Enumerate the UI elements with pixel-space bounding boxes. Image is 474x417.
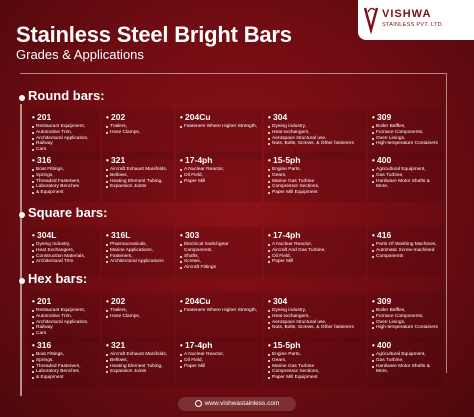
logo-tagline: STAINLESS PVT. LTD.: [382, 22, 444, 28]
section-label-text: Hex bars:: [28, 271, 88, 286]
application-list: [106, 124, 170, 136]
application-item: Dyeing industry,: [268, 124, 362, 130]
grade-name: • 316: [32, 340, 96, 351]
grade-name: • 204Cu: [180, 112, 258, 123]
frame-left-line: [20, 104, 22, 396]
grade-card: [368, 293, 444, 343]
application-item: Dyeing industry,: [268, 308, 362, 314]
application-item: Gears,: [268, 358, 362, 364]
application-item: Hose Clamps,: [106, 314, 170, 320]
application-list: [372, 242, 440, 259]
application-item: Aircraft Exhaust Manifolds,: [106, 352, 170, 358]
application-item: A Nuclear Reactor,: [180, 167, 258, 173]
application-list: [268, 167, 362, 196]
application-item: Heat Exchangers,: [32, 248, 96, 254]
bullet-icon: [19, 95, 25, 101]
application-item: Gas Turbine,: [372, 358, 440, 364]
grade-name: • 304L: [32, 230, 96, 241]
application-item: & Equipment: [32, 190, 96, 196]
application-item: Heat exchangers,: [268, 314, 362, 320]
application-item: Paper Mill: [180, 179, 258, 185]
application-item: Screws,: [180, 259, 258, 265]
grade-name: • 321: [106, 340, 170, 351]
application-list: [268, 242, 362, 265]
application-item: High-temperature Containers: [372, 141, 440, 147]
section-label: [10, 205, 111, 220]
application-list: [106, 308, 170, 320]
application-item: Restaurant Equipment,: [32, 124, 96, 130]
application-item: Gears,: [268, 173, 362, 179]
application-item: Paper Mill Equipment: [268, 190, 362, 196]
grade-name: • 202: [106, 296, 170, 307]
application-list: [180, 308, 258, 314]
application-item: Laboratory Benches: [32, 369, 96, 375]
application-item: Heating Element Tubing,: [106, 179, 170, 185]
application-item: Trailers,: [106, 124, 170, 130]
application-list: [32, 124, 96, 153]
grade-card: [264, 293, 366, 343]
application-item: Fasteners Where Higher Strength,: [180, 124, 258, 130]
application-item: A Nuclear Reactor,: [268, 242, 362, 248]
grade-name: • 400: [372, 340, 440, 351]
application-item: Automotive Trim,: [32, 314, 96, 320]
application-item: Components: [372, 254, 440, 260]
grade-card: [102, 293, 174, 343]
application-item: Aircraft And Gas Turbine,: [268, 248, 362, 254]
page-title: Stainless Steel Bright Bars: [16, 22, 292, 47]
application-item: Paper Mill: [180, 364, 258, 370]
application-item: Shafts,: [180, 254, 258, 260]
grade-card: [368, 152, 444, 202]
application-item: Threaded Fasteners,: [32, 179, 96, 185]
grade-card: [264, 227, 366, 277]
grade-name: • 15-5ph: [268, 340, 362, 351]
application-item: Hose Clamps,: [106, 130, 170, 136]
application-item: Furnace Components,: [372, 314, 440, 320]
grade-name: • 316L: [106, 230, 170, 241]
grade-card: [176, 293, 262, 343]
application-item: Trailers,: [106, 308, 170, 314]
application-list: [180, 242, 258, 271]
application-item: Marine Gas Turbine: [268, 364, 362, 370]
application-item: Agricultural Equipment,: [372, 352, 440, 358]
application-list: [268, 352, 362, 381]
application-list: [106, 167, 170, 190]
website-url: www.vishwastainless.com: [204, 400, 280, 407]
brand-logo: [358, 0, 474, 40]
grade-name: • 304: [268, 112, 362, 123]
application-item: Paper Mill: [268, 259, 362, 265]
application-item: Paper Mill Equipment: [268, 375, 362, 381]
application-item: Furnace Components,: [372, 130, 440, 136]
grade-card: [102, 337, 174, 387]
grade-name: • 17-4ph: [268, 230, 362, 241]
application-list: [32, 308, 96, 337]
grade-card: [264, 337, 366, 387]
application-item: Construction Materials,: [32, 254, 96, 260]
application-list: [268, 308, 362, 331]
application-item: Compressor Sections,: [268, 184, 362, 190]
application-item: Railway: [32, 325, 96, 331]
grade-name: • 17-4ph: [180, 155, 258, 166]
application-list: [372, 308, 440, 331]
grade-card: [28, 293, 100, 343]
application-item: Oil Field,: [180, 358, 258, 364]
application-item: Hardware Motor Shafts & More,: [372, 179, 440, 191]
application-item: Oil Field,: [268, 254, 362, 260]
application-item: Architectural Application,: [32, 136, 96, 142]
application-item: Fasteners,: [106, 254, 170, 260]
application-item: Aerospace structural use,: [268, 136, 362, 142]
grade-name: • 416: [372, 230, 440, 241]
application-item: Engine Parts,: [268, 167, 362, 173]
application-item: Heat exchangers,: [268, 130, 362, 136]
grade-name: • 201: [32, 296, 96, 307]
application-item: Nuts, Bolts, Screws, & Other fasteners: [268, 141, 362, 147]
grade-name: • 309: [372, 296, 440, 307]
application-list: [180, 124, 258, 130]
application-list: [32, 242, 96, 265]
application-item: Architectural Application,: [32, 320, 96, 326]
frame-right-line: [446, 73, 447, 373]
application-item: Springs,: [32, 358, 96, 364]
grade-name: • 202: [106, 112, 170, 123]
application-item: Dyeing Industry,: [32, 242, 96, 248]
application-item: Aerospace structural use,: [268, 320, 362, 326]
section-label: [10, 88, 109, 103]
grade-name: • 304: [268, 296, 362, 307]
application-item: Electrical Switchgear Components,: [180, 242, 258, 254]
page-subtitle: Grades & Applications: [16, 47, 144, 62]
grade-card: [102, 152, 174, 202]
application-item: Boiler Baffles,: [372, 308, 440, 314]
section-label: [10, 271, 91, 286]
grade-name: • 201: [32, 112, 96, 123]
application-list: [372, 352, 440, 375]
grade-name: • 400: [372, 155, 440, 166]
application-item: Agricultural Equipment,: [372, 167, 440, 173]
application-item: High-temperature Containers: [372, 325, 440, 331]
application-item: Automotive Trim,: [32, 130, 96, 136]
grade-card: [264, 152, 366, 202]
grade-card: [28, 152, 100, 202]
application-list: [180, 352, 258, 369]
application-item: Threaded Fasteners,: [32, 364, 96, 370]
application-item: Architectural Applications: [106, 259, 170, 265]
grade-card: [176, 152, 262, 202]
application-item: Automatic Screw-machined: [372, 248, 440, 254]
application-item: Compressor Sections,: [268, 369, 362, 375]
grade-name: • 316: [32, 155, 96, 166]
grade-name: • 204Cu: [180, 296, 258, 307]
frame-top-line: [20, 73, 446, 74]
application-item: Marine Gas Turbine: [268, 179, 362, 185]
globe-icon: [195, 400, 202, 407]
application-item: Aircraft Exhaust Manifolds,: [106, 167, 170, 173]
application-item: Oven Linings,: [372, 136, 440, 142]
grade-card: [102, 227, 174, 277]
application-item: Restaurant Equipment,: [32, 308, 96, 314]
grade-name: • 309: [372, 112, 440, 123]
application-item: & Equipment: [32, 375, 96, 381]
application-item: Architectural Trim: [32, 259, 96, 265]
application-list: [32, 352, 96, 381]
application-item: Fasteners Where Higher Strength,: [180, 308, 258, 314]
grade-card: [28, 227, 100, 277]
application-item: Laboratory Benches: [32, 184, 96, 190]
application-item: Railway: [32, 141, 96, 147]
logo-name: VISHWA: [382, 8, 432, 20]
application-item: Oven Linings,: [372, 320, 440, 326]
application-item: Gas Turbine,: [372, 173, 440, 179]
grade-card: [368, 337, 444, 387]
grade-card: [176, 337, 262, 387]
bullet-icon: [19, 278, 25, 284]
application-list: [106, 352, 170, 375]
application-item: Cars: [32, 331, 96, 337]
application-list: [372, 124, 440, 147]
application-item: Bellows,: [106, 358, 170, 364]
application-item: Springs,: [32, 173, 96, 179]
logo-mark-icon: [364, 4, 378, 34]
grade-card: [28, 337, 100, 387]
application-item: Pharmaceuticals,: [106, 242, 170, 248]
application-item: Hardware Motor Shafts & More,: [372, 364, 440, 376]
grade-name: • 321: [106, 155, 170, 166]
application-item: A Nuclear Reactor,: [180, 352, 258, 358]
grade-card: [176, 227, 262, 277]
grade-name: • 303: [180, 230, 258, 241]
application-list: [268, 124, 362, 147]
section-label-text: Square bars:: [28, 205, 108, 220]
application-item: Oil Field,: [180, 173, 258, 179]
application-list: [180, 167, 258, 184]
application-item: Parts Of Washing Machines,: [372, 242, 440, 248]
application-list: [32, 167, 96, 196]
application-list: [106, 242, 170, 265]
website-footer[interactable]: [178, 397, 296, 411]
application-item: Heating Element Tubing,: [106, 364, 170, 370]
application-item: Engine Parts,: [268, 352, 362, 358]
application-item: Boiler Baffles,: [372, 124, 440, 130]
application-item: Cars: [32, 147, 96, 153]
application-item: Boat Fittings,: [32, 167, 96, 173]
section-label-text: Round bars:: [28, 88, 105, 103]
application-item: Nuts, Bolts, Screws, & Other fasteners: [268, 325, 362, 331]
grade-name: • 15-5ph: [268, 155, 362, 166]
grade-name: • 17-4ph: [180, 340, 258, 351]
application-list: [372, 167, 440, 190]
application-item: Marine Applications,: [106, 248, 170, 254]
application-item: Expansion Joints: [106, 369, 170, 375]
application-item: Aircraft Fittings: [180, 265, 258, 271]
application-item: Bellows,: [106, 173, 170, 179]
application-item: Expansion Joints: [106, 184, 170, 190]
grade-card: [368, 227, 444, 277]
application-item: Boat Fittings,: [32, 352, 96, 358]
bullet-icon: [19, 212, 25, 218]
